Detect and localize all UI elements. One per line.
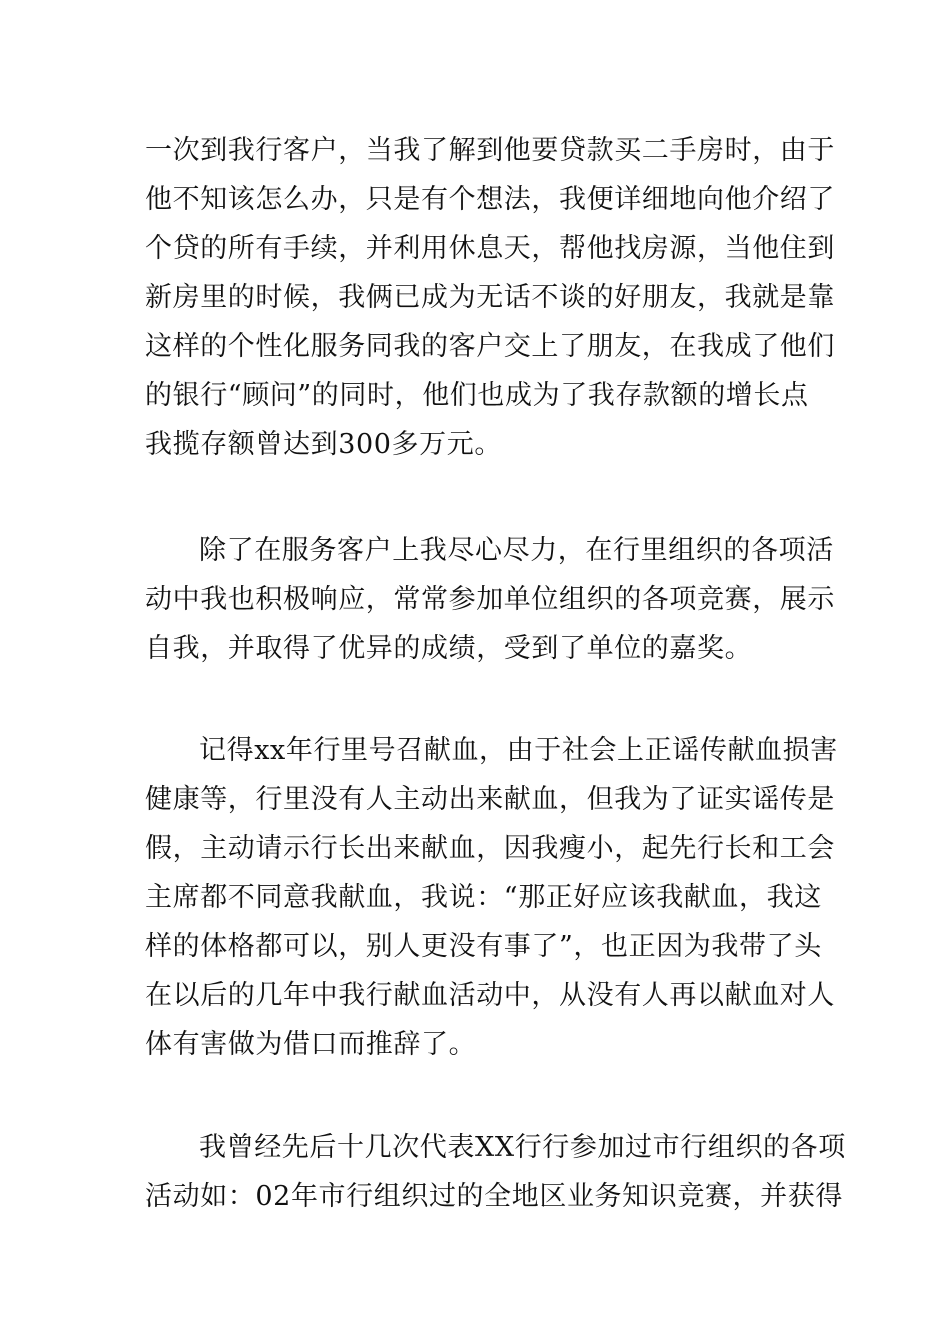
paragraph-4-line-1: 我曾经先后十几次代表XX行行参加过市行组织的各项 <box>199 1132 846 1163</box>
paragraph-1-line-3: 个贷的所有手续，并利用休息天，帮他找房源，当他住到 <box>145 233 835 264</box>
paragraph-4-line-2: 活动如：02年市行组织过的全地区业务知识竞赛，并获得 <box>145 1181 843 1212</box>
paragraph-3-line-7: 体有害做为借口而推辞了。 <box>145 1029 477 1060</box>
paragraph-1-line-6: 的银行“顾问”的同时，他们也成为了我存款额的增长点 <box>145 380 809 411</box>
paragraph-3-line-5: 样的体格都可以，别人更没有事了”，也正因为我带了头 <box>145 931 822 962</box>
paragraph-2-line-3: 自我，并取得了优异的成绩，受到了单位的嘉奖。 <box>145 633 753 664</box>
paragraph-3-line-6: 在以后的几年中我行献血活动中，从没有人再以献血对人 <box>145 980 835 1011</box>
paragraph-1-line-4: 新房里的时候，我俩已成为无话不谈的好朋友，我就是靠 <box>145 282 835 313</box>
paragraph-2-line-1: 除了在服务客户上我尽心尽力，在行里组织的各项活 <box>199 535 834 566</box>
paragraph-3-line-3: 假，主动请示行长出来献血，因我瘦小，起先行长和工会 <box>145 833 835 864</box>
paragraph-3-line-2: 健康等，行里没有人主动出来献血，但我为了证实谣传是 <box>145 784 835 815</box>
paragraph-3-line-4: 主席都不同意我献血，我说：“那正好应该我献血，我这 <box>145 882 822 913</box>
paragraph-1-line-2: 他不知该怎么办，只是有个想法，我便详细地向他介绍了 <box>145 184 835 215</box>
paragraph-2-line-2: 动中我也积极响应，常常参加单位组织的各项竞赛，展示 <box>145 584 835 615</box>
paragraph-1-line-5: 这样的个性化服务同我的客户交上了朋友，在我成了他们 <box>145 331 835 362</box>
paragraph-1-line-1: 一次到我行客户，当我了解到他要贷款买二手房时，由于 <box>145 135 835 166</box>
paragraph-3-line-1: 记得xx年行里号召献血，由于社会上正谣传献血损害 <box>199 735 838 766</box>
paragraph-1-line-7: 我揽存额曾达到300多万元。 <box>145 429 502 460</box>
